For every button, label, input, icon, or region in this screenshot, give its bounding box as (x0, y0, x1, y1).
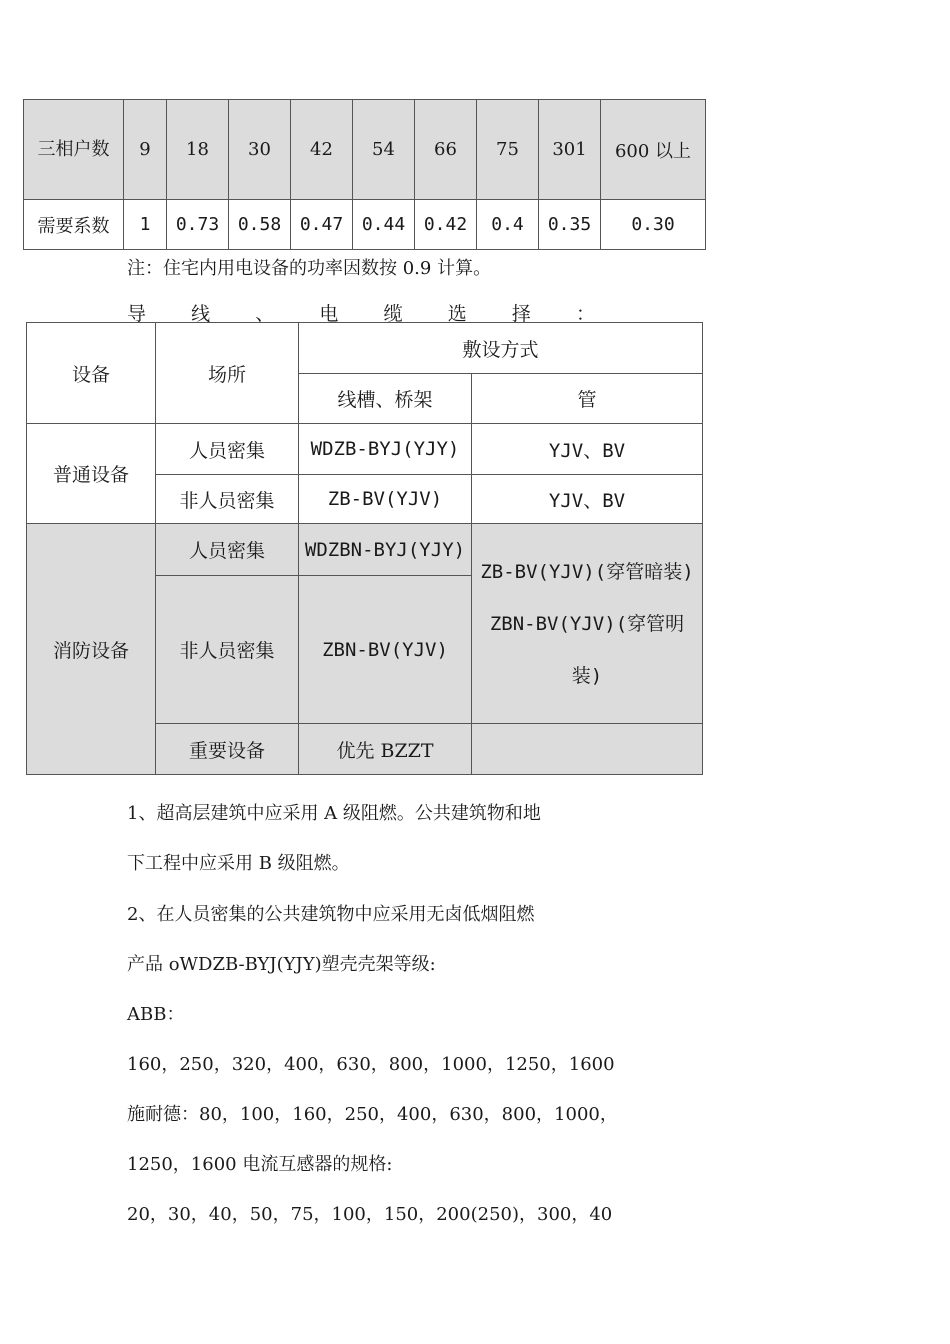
cell: 0.35 (539, 200, 601, 250)
body-line: 160，250，320，400，630，800，1000，1250，1600 (127, 1054, 615, 1075)
heading-char: 择 (511, 303, 531, 325)
body-line: 1250，1600 电流互感器的规格: (127, 1154, 393, 1175)
cell: 0.73 (167, 200, 229, 250)
header-pipe: 管 (472, 374, 703, 424)
tray-cell: 优先 BZZT (299, 724, 472, 775)
body-line: 下工程中应采用 B 级阻燃。 (127, 853, 350, 874)
cell: 1 (124, 200, 167, 250)
demand-factor-row (24, 200, 706, 250)
cell: 0.30 (601, 200, 706, 250)
cell: 42 (291, 100, 353, 200)
place-cell: 人员密集 (156, 524, 299, 576)
body-line: 2、在人员密集的公共建筑物中应采用无卤低烟阻燃 (127, 904, 535, 925)
body-line: 20，30，40，50，75，100，150，200(250)，300，40 (127, 1204, 613, 1225)
fire-pipe-line: ZBN-BV(YJV)(穿管明 (489, 612, 685, 635)
cable-selection-table (26, 322, 703, 775)
heading-char: 、 (255, 303, 275, 325)
body-line: 施耐德：80，100，160，250，400，630，800，1000， (127, 1104, 618, 1125)
fire-device-cell: 消防设备 (27, 524, 156, 775)
cell: 54 (353, 100, 415, 200)
row-label-demand-factor: 需要系数 (24, 200, 124, 250)
body-line: ABB： (127, 1004, 185, 1025)
cell: 9 (124, 100, 167, 200)
body-line: 产品 oWDZB-BYJ(YJY)塑壳壳架等级: (127, 954, 436, 975)
cell: 600 以上 (601, 100, 706, 200)
header-method: 敷设方式 (299, 323, 703, 374)
cell: 30 (229, 100, 291, 200)
cell: 18 (167, 100, 229, 200)
cell: 301 (539, 100, 601, 200)
cell: 0.47 (291, 200, 353, 250)
heading-char: 选 (447, 303, 467, 325)
header-row (27, 323, 703, 374)
tray-cell: ZB-BV(YJV) (299, 475, 472, 524)
cell: 0.4 (477, 200, 539, 250)
fire-pipe-line: ZB-BV(YJV)(穿管暗装) (480, 560, 694, 583)
header-place: 场所 (156, 323, 299, 424)
household-count-row (24, 100, 706, 200)
row-label-households: 三相户数 (24, 100, 124, 200)
pipe-cell (472, 724, 703, 775)
demand-coefficient-table (23, 99, 706, 250)
table-note: 注：住宅内用电设备的功率因数按 0.9 计算。 (127, 258, 492, 279)
tray-cell: ZBN-BV(YJV) (299, 576, 472, 724)
place-cell: 非人员密集 (156, 475, 299, 524)
tray-cell: WDZBN-BYJ(YJY) (299, 524, 472, 576)
fire-pipe-line: 装) (571, 664, 603, 687)
cell: 75 (477, 100, 539, 200)
cell: 0.58 (229, 200, 291, 250)
place-cell: 重要设备 (156, 724, 299, 775)
header-device: 设备 (27, 323, 156, 424)
place-cell: 非人员密集 (156, 576, 299, 724)
header-tray: 线槽、桥架 (299, 374, 472, 424)
heading-char: ： (575, 303, 595, 325)
table-row (27, 524, 703, 576)
heading-char: 缆 (383, 303, 403, 325)
normal-device-cell: 普通设备 (27, 424, 156, 524)
table-row (27, 424, 703, 475)
fire-pipe-cell (472, 524, 703, 724)
pipe-cell: YJV、BV (472, 424, 703, 475)
tray-cell: WDZB-BYJ(YJY) (299, 424, 472, 475)
cell: 0.42 (415, 200, 477, 250)
cell: 66 (415, 100, 477, 200)
cell: 0.44 (353, 200, 415, 250)
pipe-cell: YJV、BV (472, 475, 703, 524)
place-cell: 人员密集 (156, 424, 299, 475)
body-line: 1、超高层建筑中应采用 A 级阻燃。公共建筑物和地 (127, 803, 541, 824)
heading-char: 线 (191, 303, 211, 325)
heading-char: 电 (319, 303, 339, 325)
heading-char: 导 (127, 303, 147, 325)
